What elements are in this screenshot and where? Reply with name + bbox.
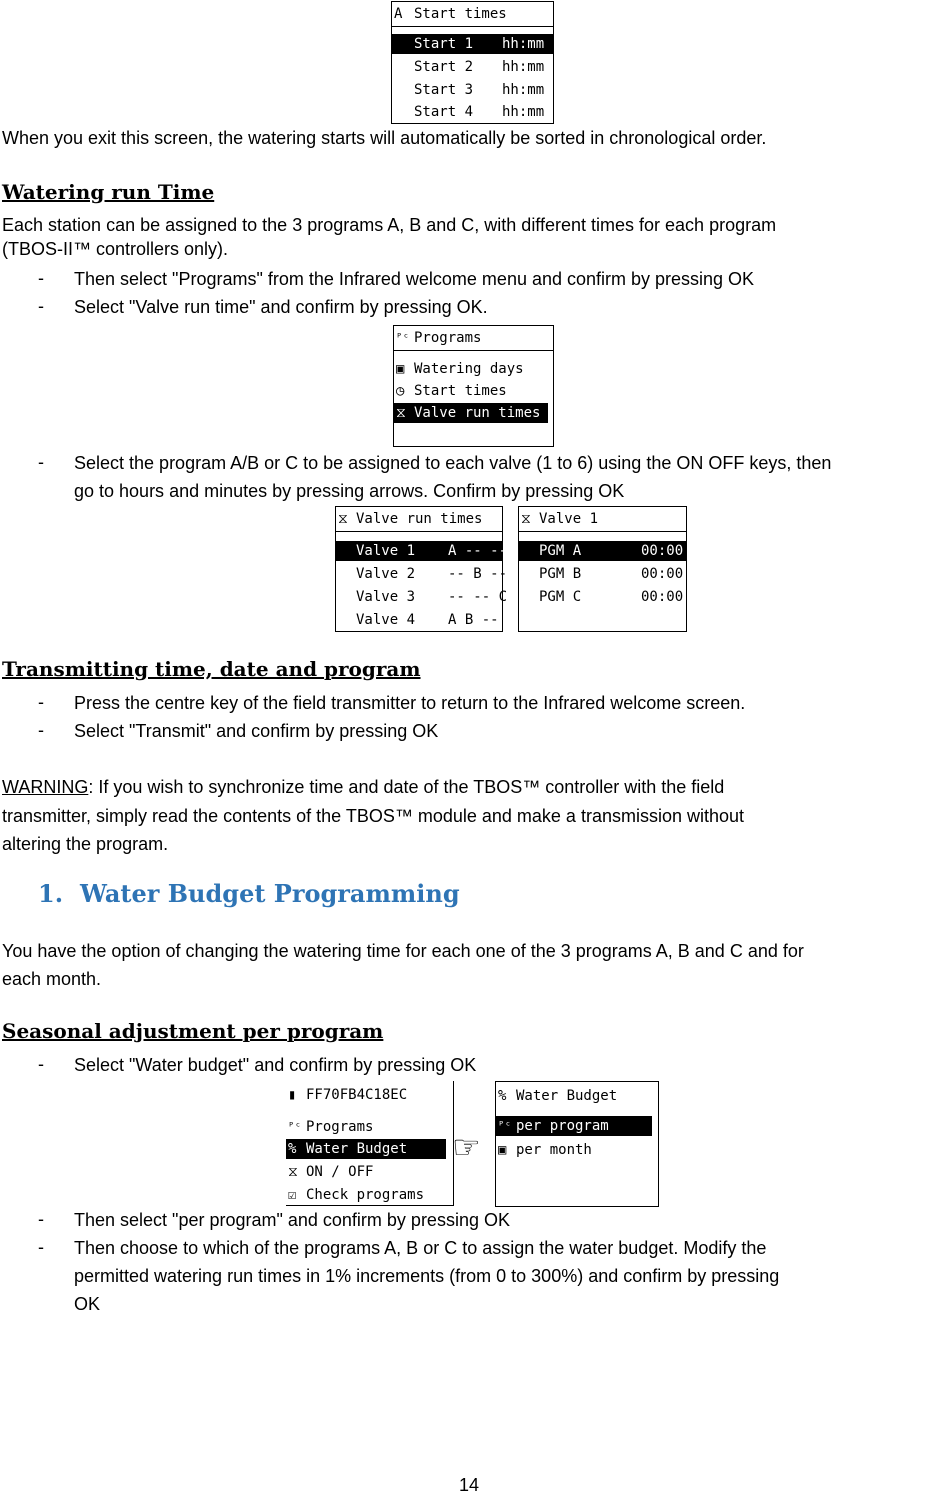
bullet-dash: - bbox=[38, 296, 44, 316]
section-heading: Transmitting time, date and program bbox=[2, 657, 421, 681]
hourglass-icon: ⧖ bbox=[396, 405, 406, 421]
list-item: PGM A 00:00 bbox=[519, 541, 686, 561]
list-item: ▣ per month bbox=[498, 1142, 592, 1158]
bullet-item: Then choose to which of the programs A, B or C to assign the water budget. Modify the bbox=[74, 1238, 767, 1258]
bullet-dash: - bbox=[38, 1209, 44, 1229]
screen-title: ▮ FF70FB4C18EC bbox=[288, 1087, 408, 1103]
bullet-item: Press the centre key of the field transmitter to return to the Infrared welcome screen. bbox=[74, 693, 746, 713]
water-budget-screen bbox=[495, 1081, 659, 1207]
programs-screen bbox=[393, 325, 554, 447]
list-item: Valve 3 -- -- C bbox=[356, 589, 508, 605]
bullet-item: Select "Transmit" and confirm by pressing OK bbox=[74, 721, 439, 741]
chapter-title: Water Budget Programming bbox=[80, 879, 460, 908]
valve-1-screen bbox=[518, 506, 687, 632]
percent-icon: % bbox=[288, 1141, 297, 1157]
bullet-dash: - bbox=[38, 1237, 44, 1257]
main-menu-screen bbox=[286, 1081, 454, 1206]
valve-run-times-screen bbox=[335, 506, 508, 632]
calendar-icon: ▣ bbox=[396, 361, 405, 377]
list-item: Valve 4 A B -- bbox=[356, 612, 499, 628]
list-item: ☑ Check programs bbox=[288, 1187, 425, 1203]
screen-title: % Water Budget bbox=[498, 1088, 618, 1104]
bullet-item: go to hours and minutes by pressing arrows. Confirm by pressing OK bbox=[74, 481, 625, 501]
chapter-number: 1. bbox=[38, 879, 64, 908]
screen-title bbox=[392, 4, 553, 27]
list-item: Valve 1 A -- -- bbox=[336, 541, 502, 561]
list-item: Start 1 hh:mm bbox=[392, 34, 553, 54]
bullet-dash: - bbox=[38, 692, 44, 712]
percent-icon: % bbox=[498, 1088, 507, 1104]
bullet-item: Then select "Programs" from the Infrared welcome menu and confirm by pressing OK bbox=[74, 269, 755, 289]
hourglass-icon: ⧖ bbox=[521, 511, 531, 527]
list-item: PGM B 00:00 bbox=[539, 566, 684, 582]
pointing-hand-icon: ☞ bbox=[452, 1129, 481, 1165]
page-number: 14 bbox=[459, 1475, 480, 1495]
battery-icon: ▮ bbox=[288, 1087, 297, 1103]
list-item: Start 3 hh:mm bbox=[414, 82, 545, 98]
bullet-item: OK bbox=[74, 1294, 101, 1314]
list-item: ⧖ Valve run times bbox=[394, 403, 548, 423]
warning-paragraph: altering the program. bbox=[2, 834, 169, 854]
list-item: ▣ Watering days bbox=[396, 361, 524, 377]
paragraph: (TBOS-II™ controllers only). bbox=[2, 239, 229, 259]
list-item: % Water Budget bbox=[286, 1139, 446, 1159]
bullet-dash: - bbox=[38, 452, 44, 472]
bullet-item: Select "Water budget" and confirm by pressing OK bbox=[74, 1055, 477, 1075]
screen-title: ᴾᶜ Programs bbox=[394, 328, 553, 351]
programs-icon: ᴾᶜ bbox=[288, 1120, 302, 1133]
list-item: ᴾᶜ Programs bbox=[288, 1119, 374, 1135]
list-item: ⧖ ON / OFF bbox=[288, 1164, 374, 1180]
warning-paragraph: transmitter, simply read the contents of the TBOS™ module and make a transmission without bbox=[2, 806, 745, 826]
screen-title: ⧖ Valve run times bbox=[336, 509, 502, 532]
screen-title: ⧖ Valve 1 bbox=[519, 509, 686, 532]
paragraph: Each station can be assigned to the 3 programs A, B and C, with different times for each program bbox=[2, 215, 777, 235]
programs-icon: ᴾᶜ bbox=[498, 1119, 512, 1132]
list-item: Start 4 hh:mm bbox=[414, 104, 545, 120]
bullet-dash: - bbox=[38, 720, 44, 740]
program-a-icon: A bbox=[394, 6, 403, 22]
list-item: Valve 2 -- B -- bbox=[356, 566, 508, 582]
calendar-icon: ▣ bbox=[498, 1142, 507, 1158]
bullet-dash: - bbox=[38, 1054, 44, 1074]
screen-title-text: Start times bbox=[414, 6, 507, 22]
section-heading: Watering run Time bbox=[2, 180, 215, 204]
list-item: ◷ Start times bbox=[396, 383, 507, 399]
warning-paragraph: WARNING: If you wish to synchronize time and date of the TBOS™ controller with the field bbox=[2, 777, 725, 797]
hourglass-icon: ⧖ bbox=[338, 511, 348, 527]
paragraph: When you exit this screen, the watering starts will automatically be sorted in chronological order. bbox=[2, 128, 767, 148]
warning-label: WARNING bbox=[2, 777, 89, 797]
paragraph: You have the option of changing the watering time for each one of the 3 programs A, B and C and for bbox=[2, 941, 804, 961]
bullet-item: Select the program A/B or C to be assigned to each valve (1 to 6) using the ON OFF keys, then bbox=[74, 453, 832, 473]
bullet-item: permitted watering run times in 1% increments (from 0 to 300%) and confirm by pressing bbox=[74, 1266, 780, 1286]
clock-icon: ◷ bbox=[396, 383, 405, 399]
paragraph: each month. bbox=[2, 969, 102, 989]
bullet-item: Then select "per program" and confirm by pressing OK bbox=[74, 1210, 510, 1230]
section-heading: Seasonal adjustment per program bbox=[2, 1019, 384, 1043]
list-item: Start 2 hh:mm bbox=[414, 59, 545, 75]
start-times-screen bbox=[391, 1, 554, 124]
list-item: ᴾᶜ per program bbox=[496, 1116, 652, 1136]
checkbox-icon: ☑ bbox=[288, 1187, 297, 1203]
programs-icon: ᴾᶜ bbox=[396, 331, 410, 344]
bullet-dash: - bbox=[38, 268, 44, 288]
list-item: PGM C 00:00 bbox=[539, 589, 684, 605]
bullet-item: Select "Valve run time" and confirm by pressing OK. bbox=[74, 297, 488, 317]
hourglass-icon: ⧖ bbox=[288, 1164, 298, 1180]
